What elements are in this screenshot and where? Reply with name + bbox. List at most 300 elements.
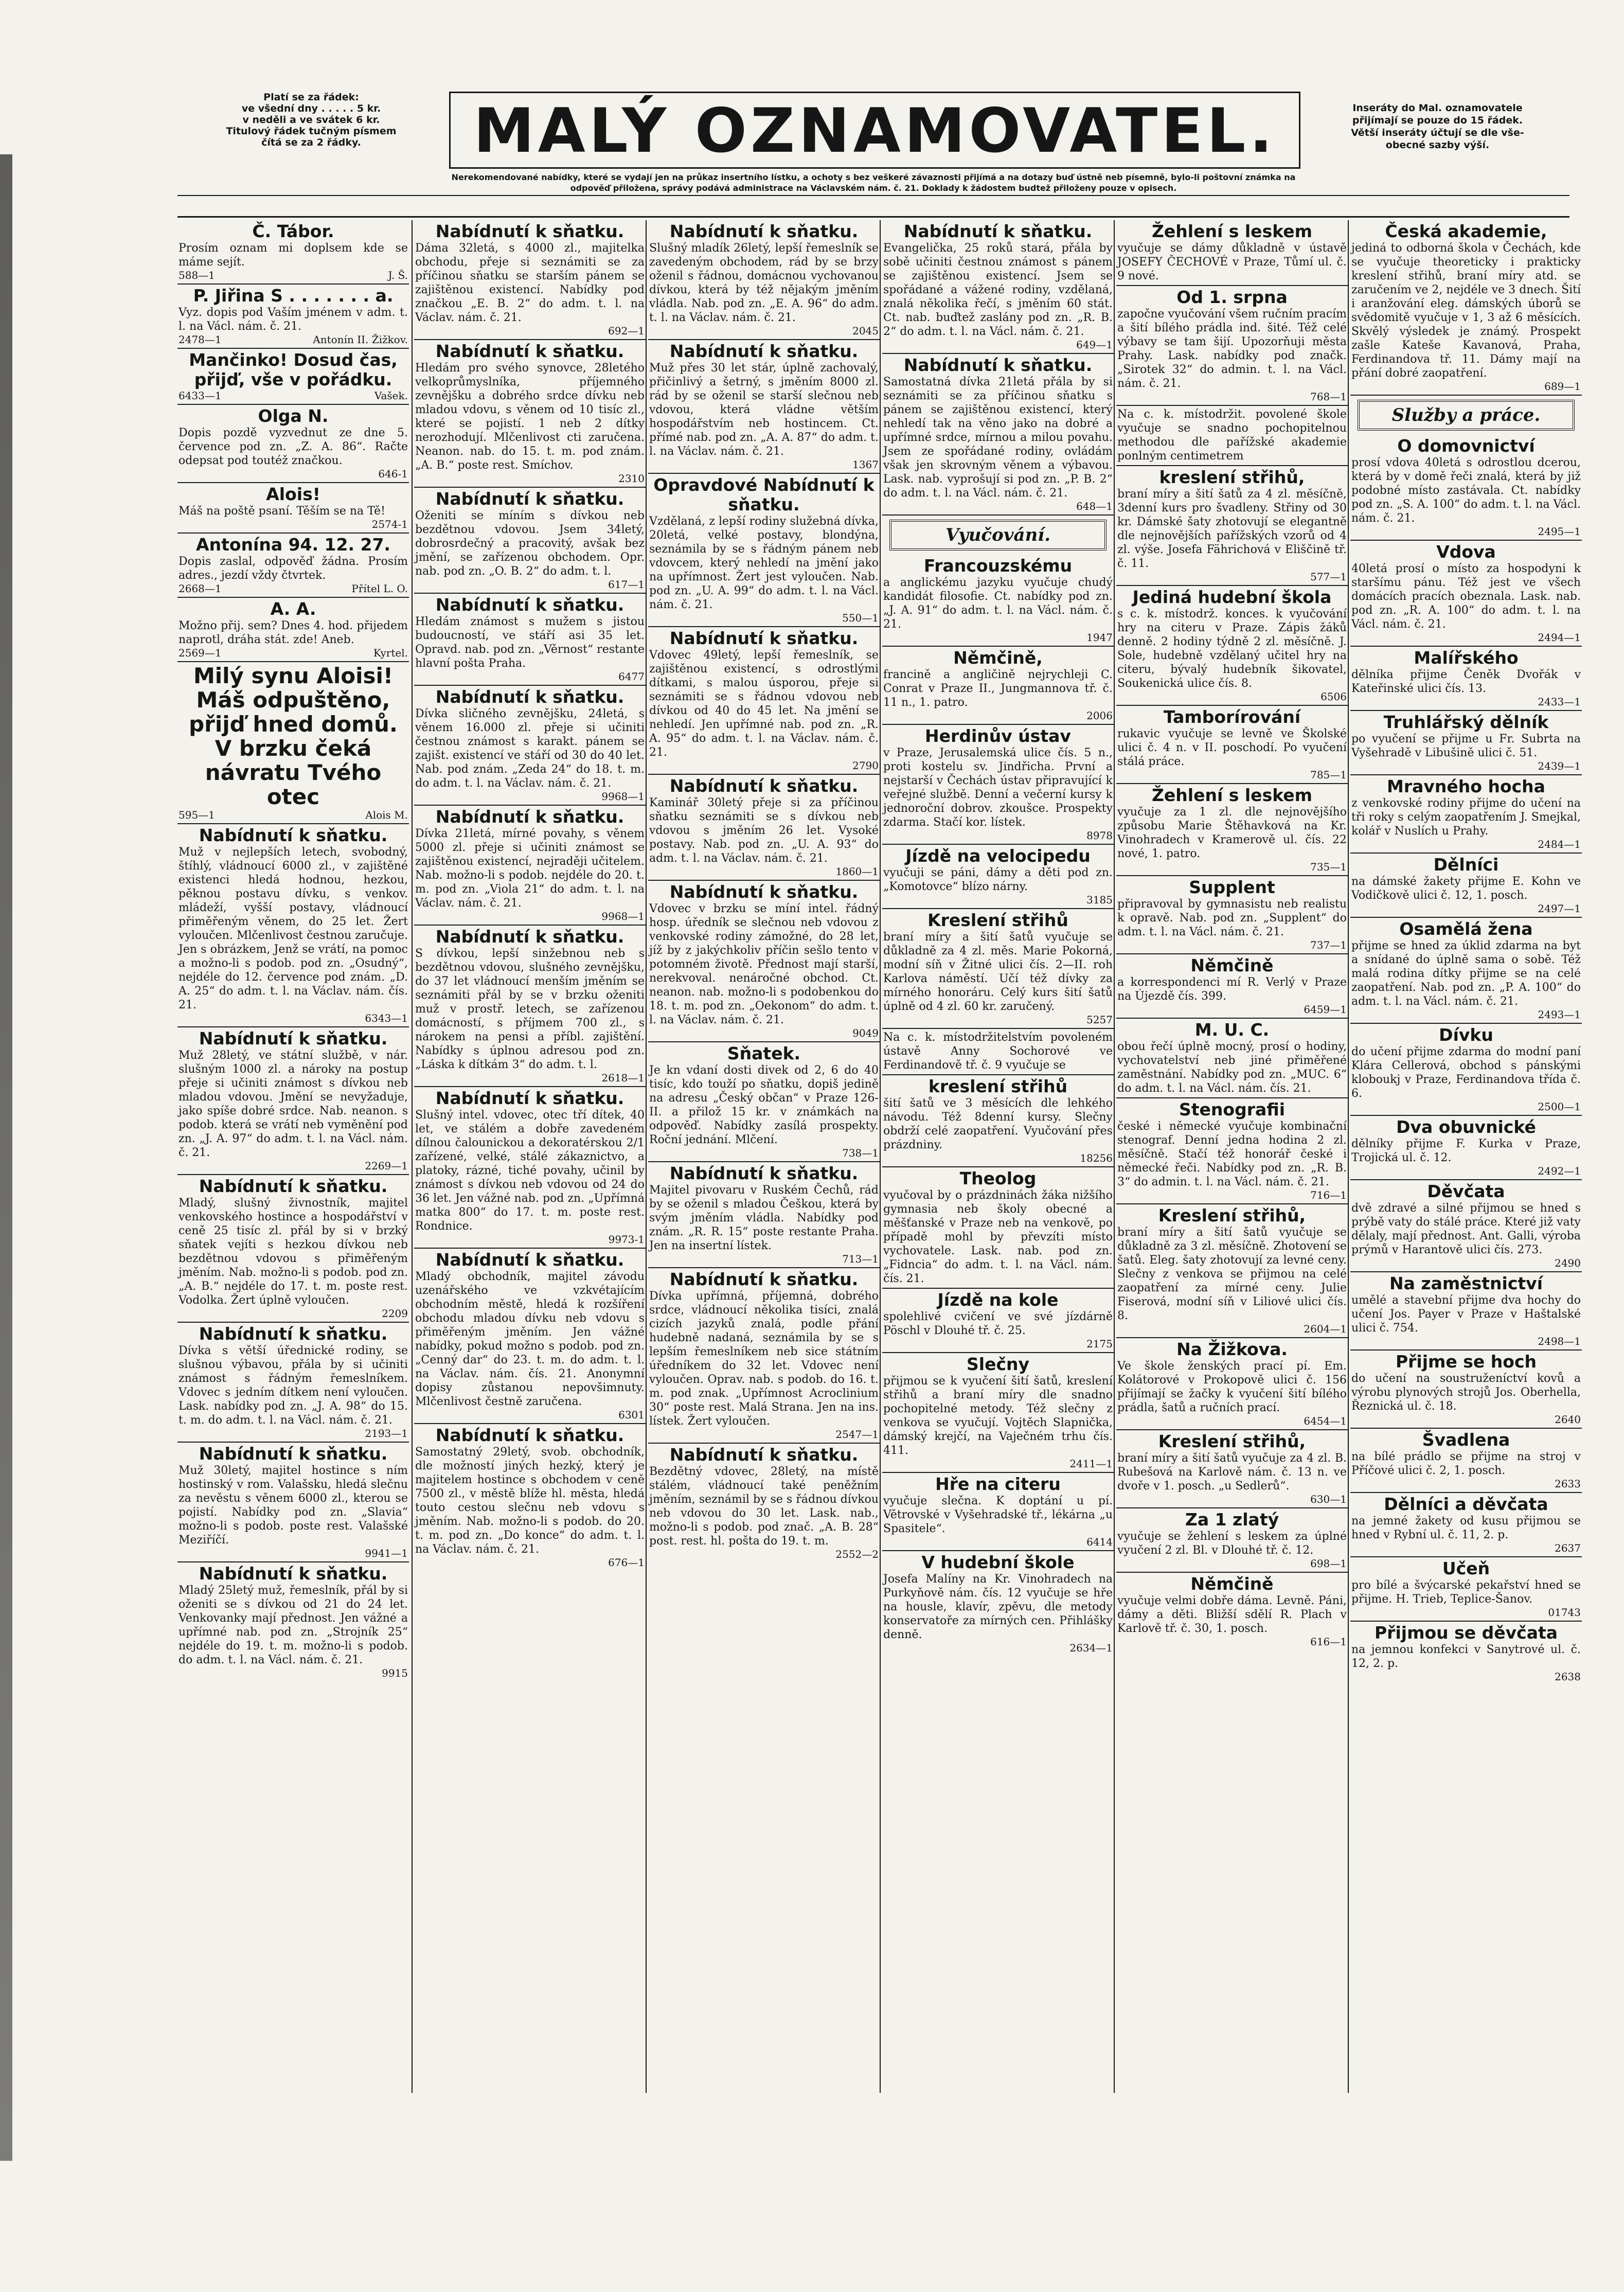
ad-text: šití šatů ve 3 měsících dle lehkého návodu. Též 8denní kursy. Slečny obdrží celé zaopatření. Vyučování přes prázdniny. <box>883 1097 1113 1151</box>
classified-ad <box>414 340 646 488</box>
ad-signature: 2209 <box>382 1307 408 1320</box>
ad-heading: Jediná hudební škola <box>1132 587 1332 607</box>
ad-signature: 2495—1 <box>1538 525 1581 538</box>
ad-heading: Jízdě na velocipedu <box>905 846 1091 866</box>
ad-meta <box>1351 1257 1581 1269</box>
classified-ad <box>177 405 409 483</box>
classified-ad <box>882 1075 1114 1167</box>
ad-text: Je kn vdaní dosti divek od 2, 6 do 40 tisíc, kdo touží po sňatku, dopiš jedině na adresu „Český občan“ v Praze 126-II. a přilož 15 kr. v známkách na odpověď. Nabídky zasílá prospekty. Roční jednání. Mlčení. <box>649 1064 879 1146</box>
ad-signature: 646-1 <box>378 468 408 480</box>
ad-text: obou řečí úplně mocný, prosí o hodiny, vychovatelství neb jiné přiměřené zaměstnání. Nabídky pod zn. „MUC. 6“ do adm. t. l. na Václ. nám. čís. 21. <box>1117 1040 1347 1095</box>
masthead-rules-box <box>1306 102 1569 151</box>
ad-heading: Nabídnutí k sňatku. <box>669 341 859 361</box>
ad-text: Vdovec v brzku se míní intel. řádný hosp. úředník se slečnou neb vdovou z venkovské rodiny zámožné, do 28 let, jíž by z jakýchkoliv příčin sešlo tento v potomném životě. Přednost mají starší, nerekvoval. nenáročné obchod. Ct. neanon. nab. možno-li s podobenkou do 18. t. m. pod zn. „Oekonom“ do adm. t. l. na Václav. nám. č. 21. <box>649 902 879 1026</box>
ad-signature: 6343—1 <box>365 1012 408 1024</box>
ad-meta <box>649 1548 879 1560</box>
ad-meta <box>1351 1008 1581 1021</box>
ad-signature: 716—1 <box>1310 1189 1347 1201</box>
ad-meta <box>883 1338 1113 1350</box>
classified-ad <box>1350 220 1582 396</box>
classified-ad <box>1350 854 1582 918</box>
ad-heading: Za 1 zlatý <box>1185 1509 1279 1530</box>
ad-signature: 2175 <box>1086 1338 1113 1350</box>
ad-meta <box>883 1642 1113 1654</box>
masthead-title-box <box>449 92 1300 169</box>
ad-meta <box>179 389 408 402</box>
ad-heading: Supplent <box>1189 877 1275 897</box>
ad-meta <box>883 339 1113 351</box>
ad-text: přijme se hned za úklid zdarma na byt a snídané do úplně sama o sobě. Též malá rodina dítky přijme se na celé zaopatření. Nab. pod zn. „P. A. 100“ do adm. t. l. na Václ. nám. č. 21. <box>1351 939 1581 1008</box>
ad-meta <box>649 865 879 878</box>
ad-signature: 2547—1 <box>835 1428 879 1441</box>
masthead-notice <box>177 172 1569 196</box>
ad-heading: Přijmou se děvčata <box>1374 1623 1558 1643</box>
ad-heading: Osamělá žena <box>1399 919 1533 939</box>
ad-signature: 01743 <box>1548 1606 1581 1619</box>
ad-text: Muž 28letý, ve státní službě, v nár. slušným 1000 zl. a nároky na postup přeje si učiniti známost s dívkou neb mladou vdovou. Jmění se nevyžaduje, jako spíše dobré srdce. Nab. neanon. s podob. která se vrátí neb vyměnění pod zn. „J. A. 97“ do adm. t. l. na Václ. nám. č. 21. <box>179 1049 408 1159</box>
ad-text: braní míry a šití šatů vyučuje za 4 zl. B. Rubešová na Karlově nám. č. 13 n. ve dvoře v 1. posch. „u Sedlerů“. <box>1117 1452 1347 1493</box>
rules-line: Inseráty do Mal. oznamovatele <box>1352 102 1523 114</box>
ad-text: Dívka s větší úřednické rodiny, se slušnou výbavou, přála by si učiniti známost s řádným řemeslníkem. Vdovec s jedním dítkem není vyloučen. Lask. nabídky pod zn. „J. A. 98“ do 15. t. m. do adm. t. l. na Václ. nám. č. 21. <box>179 1344 408 1427</box>
ad-heading: Nabídnutí k sňatku. <box>669 1269 859 1289</box>
ad-signature: Vašek. <box>374 389 408 402</box>
classified-ad <box>414 1424 646 1571</box>
rules-line: Větší inseráty účtují se dle vše- <box>1351 127 1524 138</box>
ad-text: Vzdělaná, z lepší rodiny služebná dívka, 20letá, velké postavy, blondýna, seznámila by se s řádným pánem neb vdovcem, který nehledí na jmění jako na upřímnost. Žert jest vyloučen. Nab. pod zn. „U. A. 99“ do adm. t. l. na Václ. nám. č. 21. <box>649 515 879 611</box>
ad-number: 2478—1 <box>179 333 222 346</box>
ad-meta <box>649 1428 879 1441</box>
ad-text: francině a angličině nejrychleji C. Conrat v Praze II., Jungmannova tř. č. 11 n., 1. patro. <box>883 668 1113 709</box>
ad-signature: 6301 <box>618 1409 645 1421</box>
ad-signature: Kyrtel. <box>373 647 408 659</box>
ad-signature: 577—1 <box>1310 571 1347 583</box>
ad-text: dělníky přijme F. Kurka v Praze, Trojická ul. č. 12. <box>1351 1138 1581 1164</box>
ad-meta <box>1117 1557 1347 1570</box>
ad-text: Majitel pivovaru v Ruském Čechů, rád by se oženil s mladou Češkou, která by svým jměním vládla. Nabídky pod znám. „R. R. 15“ poste restante Praha. Jen na insertní lístek. <box>649 1184 879 1252</box>
classified-ad <box>177 1175 409 1323</box>
classified-ad <box>177 1443 409 1562</box>
ad-signature: 2574-1 <box>371 518 408 530</box>
ad-text: Ve škole ženských prací pí. Em. Kolátorové v Prokopově ulici č. 156 přijímají se žačky k vyučení šití bílého prádla, šatů a ručních prací. <box>1117 1360 1347 1414</box>
ad-heading: Theolog <box>959 1168 1037 1188</box>
ad-heading: kreslení střihů, <box>1159 467 1305 487</box>
classified-ad <box>1350 435 1582 541</box>
ad-text: Muž 30letý, majitel hostince s ním hostinský v rom. Valašsku, hledá slečnu za nevěstu s věnem 6000 zl., kterou se pojistí. Nabídky pod zn. „Slavia“ možno-li s podob. poste rest. Valašské Meziříčí. <box>179 1464 408 1547</box>
ad-heading: Nabídnutí k sňatku. <box>435 489 624 509</box>
classified-ad <box>1116 586 1348 706</box>
ad-meta <box>1351 631 1581 644</box>
ad-signature: 6454—1 <box>1304 1415 1347 1427</box>
ad-text: prosí vdova 40letá s odrostlou dcerou, která by v domě řeči znalá, která by již podobné místo zastávala. Ct. nabídky pod zn. „S. A. 100“ do adm. t. l. na Václ. nám. č. 21. <box>1351 456 1581 525</box>
ad-signature: 2490 <box>1555 1257 1581 1269</box>
ad-heading: Nabídnutí k sňatku. <box>669 1163 859 1183</box>
ad-signature: 2439—1 <box>1538 760 1581 772</box>
ad-text: Prosím oznam mi doplsem kde se máme sejít. <box>179 242 408 269</box>
ad-meta <box>1117 769 1347 781</box>
ad-heading: Na zaměstnictví <box>1389 1273 1543 1293</box>
ad-signature: Antonín II. Žižkov. <box>313 333 408 346</box>
ad-signature: 2492—1 <box>1538 1165 1581 1177</box>
ad-text: Možno přij. sem? Dnes 4. hod. přijedem naprotl, dráha stát. zde! Aneb. <box>179 619 408 646</box>
ad-meta <box>1351 525 1581 538</box>
ad-text: vyučuje se žehlení s leskem za úplné vyučení 2 zl. Bl. v Dlouhé tř. č. 12. <box>1117 1530 1347 1557</box>
column-5 <box>1116 220 1348 2093</box>
ad-signature: 2604—1 <box>1304 1323 1347 1335</box>
ad-heading: A. A. <box>270 599 316 619</box>
ad-text: na dámské žakety přijme E. Kohn ve Vodičkově ulici č. 12, 1. posch. <box>1351 875 1581 902</box>
classified-ad <box>882 1551 1114 1656</box>
ad-signature: 9941—1 <box>365 1547 408 1559</box>
column-6 <box>1350 220 1582 2093</box>
ad-text: Josefa Malíny na Kr. Vinohradech na Purkyňově nám. čís. 12 vyučuje se hře na housle, klavír, zpěvu, dle metody konservatoře za mírných cen. Přihlášky denně. <box>883 1573 1113 1641</box>
ad-signature: 6506 <box>1320 690 1347 703</box>
ad-text: umělé a stavební přijme dva hochy do učení Jos. Payer v Praze v Haštalské ulici č. 754. <box>1351 1294 1581 1335</box>
column-divider <box>1114 220 1115 2093</box>
ad-meta <box>1351 1542 1581 1554</box>
ad-number: 2668—1 <box>179 582 222 595</box>
classified-ad <box>1350 1493 1582 1557</box>
ad-meta <box>415 472 645 485</box>
ad-signature: 9968—1 <box>601 790 645 803</box>
classified-ad <box>648 1162 880 1268</box>
classified-ad <box>414 1087 646 1249</box>
ad-heading: Dělníci a děvčata <box>1384 1494 1548 1514</box>
ad-meta <box>1351 1100 1581 1113</box>
ad-text: Samostatný 29letý, svob. obchodník, dle možností jiných hezký, který je majitelem hostince s obchodem v ceně 7500 zl., v městě blíže hl. města, hledá touto cestou slečnu neb vdovu s jměním. Nab. možno-li s podob. do 20. t. m. pod zn. „Do konce“ do adm. t. l. na Václav. nám. č. 21. <box>415 1446 645 1556</box>
ad-text: vyučuje velmi dobře dáma. Levně. Páni, dámy a děti. Bližší sdělí R. Plach v Karlově tř. č. 30, 1. posch. <box>1117 1594 1347 1635</box>
ad-text: Mladý 25letý muž, řemeslník, přál by si oženiti se s dívkou od 21 do 24 let. Venkovanky mají přednost. Jen vážné a upřímné nab. pod zn. „Strojník 25“ nejdéle do 19. t. m. možno-li s podob. do adm. t. l. na Václ. nám. č. 21. <box>179 1584 408 1666</box>
ad-heading: Antonína 94. 12. 27. <box>196 535 390 555</box>
ad-heading: Nabídnutí k sňatku. <box>199 1444 388 1464</box>
ad-heading: kreslení střihů <box>928 1076 1068 1096</box>
ad-text: braní míry a šití šatů vyučuje se důkladně za 3 zl. měsíčně. Zhotovení se šatů. Eleg. šaty zhotovují za levné ceny. Slečny z venkova se přijmou na celé zaopatření za mírné ceny. Julie Fiserová, modní síň v Liliové ulici čís. 8. <box>1117 1226 1347 1322</box>
ad-heading: Nabídnutí k sňatku. <box>435 687 624 707</box>
ad-meta <box>1117 1415 1347 1427</box>
ad-heading: Švadlena <box>1422 1430 1510 1450</box>
classified-ad <box>1350 541 1582 647</box>
ad-meta <box>179 269 408 281</box>
ad-heading: Jízdě na kole <box>937 1290 1059 1310</box>
ad-text: a anglickému jazyku vyučuje chudý kandidát filosofie. Ct. nabídky pod zn. „J. A. 91“ do adm. t. l. na Václ. nám. č. 21. <box>883 576 1113 631</box>
ad-meta <box>1117 1323 1347 1335</box>
classified-ad <box>1116 1019 1348 1098</box>
classified-ad <box>648 881 880 1042</box>
ad-heading: Nabídnutí k sňatku. <box>435 1088 624 1108</box>
classified-ad <box>177 598 409 662</box>
ad-meta <box>883 709 1113 722</box>
pricing-line: čítá se za 2 řádky. <box>261 137 361 148</box>
ad-text: braní míry a šití šatů vyučuje se důkladně za 4 zl. měs. Marie Pokorná, modní síň v Žitné ulici čís. 2—II. roh Karlova náměstí. Učí též dívky za mírného honoráru. Celý kurs šití šatů úplně od 4 zl. 60 kr. zaručený. <box>883 931 1113 1013</box>
ad-heading: Dva obuvnické <box>1396 1117 1536 1137</box>
ad-meta <box>179 1427 408 1440</box>
classified-ad <box>177 1027 409 1175</box>
masthead <box>177 92 1569 169</box>
ad-signature: 2790 <box>852 759 879 772</box>
ad-meta <box>649 1147 879 1159</box>
ad-meta <box>1117 861 1347 873</box>
ad-heading: Francouzskému <box>923 556 1073 576</box>
classified-ad <box>882 1167 1114 1289</box>
ad-heading: Nabídnutí k sňatku. <box>435 1250 624 1270</box>
ad-meta <box>179 582 408 595</box>
ad-heading: Nabídnutí k sňatku. <box>199 1324 388 1344</box>
ad-heading: Sňatek. <box>727 1043 801 1063</box>
ad-heading: Tamborírování <box>1163 707 1301 727</box>
classified-ad <box>414 686 646 806</box>
pricing-line: ve všední dny . . . . . 5 kr. <box>241 103 381 114</box>
masthead-pricing-box <box>177 92 445 169</box>
ad-meta <box>649 612 879 624</box>
ad-heading: Alois! <box>266 484 320 504</box>
ad-text: jediná to odborná škola v Čechách, kde se vyučuje theoreticky i prakticky kreslení střihů, braní míry atd. se zaručením ve 2, nejdéle ve 3 dnech. Šití i aranžování eleg. dámských úborů se svědomitě vyučuje v 1, 3 až 6 měsících. Skvělý výsledek je známý. Prospekt zašle Kateše Kavanová, Praha, Ferdinandova tř. 11. Dámy mají na přání dobré zaopatření. <box>1351 242 1581 380</box>
ad-heading: Česká akademie, <box>1385 221 1547 241</box>
ad-signature: Alois M. <box>365 809 408 821</box>
ad-text: Slušný intel. vdovec, otec tří dítek, 40 let, ve stálém a dobře zavedeném dílnou čalounickou a dekoratérskou 2/1 zařízené, velké, stálé zákaznictvo, a platoky, rázné, tiché povahy, učinil by známost s dívkou neb vdovou od 24 do 36 let. Jen vážné nab. pod zn. „Upřímná matka 800“ do 17. t. m. poste rest. Rondnice. <box>415 1109 645 1233</box>
ad-signature: 9968—1 <box>601 910 645 922</box>
ad-heading: Milý synu Aloisi! Máš odpuštěno, přijď hned domů. V brzku čeká návratu Tvého otec <box>189 663 398 809</box>
ad-heading: Žehlení s leskem <box>1151 785 1313 805</box>
ad-meta <box>649 759 879 772</box>
classified-ad <box>1350 1116 1582 1180</box>
classified-ad <box>1350 775 1582 854</box>
ad-text: Evangelička, 25 roků stará, přála by sobě učiniti čestnou známost s pánem se zajištěnou existencí. Jsem se spořádané a vážené rodiny, vzdělaná, znalá několika řečí, s jměním 60 stát. Ct. nab. buďtež zaslány pod zn. „R. B. 2“ do adm. t. l. na Václ. nám. č. 21. <box>883 242 1113 338</box>
classified-ad <box>648 474 880 627</box>
ad-meta <box>415 578 645 591</box>
ad-text: Vdovec 49letý, lepší řemeslník, se zajištěnou existencí, s odrostlými dítkami, s malou úsporou, přeje si seznámiti se s řádnou vdovou neb dívkou od 40 do 45 let. Na jmění se nehledí. Jen upřímné nab. pod zn. „R. A. 95“ do adm. t. l. na Václav. nám. č. 21. <box>649 649 879 759</box>
ad-heading: Nabídnutí k sňatku. <box>903 355 1093 375</box>
ad-text: Muž přes 30 let stár, úplně zachovalý, přičinlivý a šetrný, s jměním 8000 zl. rád by se oženil se starší slečnou neb vdovou, která vládne větším hospodářstvím neb hostincem. Ct. přímé nab. pod zn. „A. A. 87“ do adm. t. l. na Václav. nám. č. 21. <box>649 362 879 458</box>
ad-text: Dopis zaslal, odpověď žádna. Prosím adres., jezdí vždy čtvrtek. <box>179 555 408 582</box>
ad-text: Máš na poště psaní. Těším se na Tě! <box>179 505 385 518</box>
classified-ad <box>882 647 1114 725</box>
classified-ad <box>1116 706 1348 784</box>
classified-ad <box>1116 784 1348 876</box>
column-divider <box>412 220 413 2093</box>
ad-meta <box>1351 696 1581 708</box>
ad-heading: Herdinův ústav <box>925 726 1071 746</box>
ad-signature: 2006 <box>1086 709 1113 722</box>
ad-text: s c. k. místodrž. konces. k vyučování hry na citeru v Praze. Zápis žáků denně. 2 hodiny týdně 2 zl. měsíčně. J. Sole, hudebně vzdělaný učitel hry na citeru, bývalý hudebník šikovatel, Soukenická ulice čís. 8. <box>1117 608 1347 690</box>
classified-ad <box>177 1323 409 1443</box>
ad-text: na bílé prádlo se přijme na stroj v Příčové ulici č. 2, 1. posch. <box>1351 1450 1581 1477</box>
classified-ad <box>1116 1098 1348 1204</box>
ad-heading: Nabídnutí k sňatku. <box>669 776 859 796</box>
ad-meta <box>415 1072 645 1084</box>
ad-signature: 692—1 <box>608 325 645 337</box>
ad-text: do učení přijme zdarma do modní paní Klára Cellerová, obchod s pánskými kloboukj v Praze, Ferdinandova třída č. 6. <box>1351 1045 1581 1100</box>
ad-signature: 2634—1 <box>1069 1642 1113 1654</box>
classified-ad <box>882 1473 1114 1551</box>
ad-meta <box>179 647 408 659</box>
column-divider <box>880 220 881 2093</box>
ad-signature: 738—1 <box>842 1147 879 1159</box>
ad-text: na jemné žakety od kusu přijmou se hned v Rybní ul. č. 11, 2. p. <box>1351 1515 1581 1541</box>
classified-ad <box>648 627 880 775</box>
ad-signature: 1860—1 <box>835 865 879 878</box>
ad-meta <box>1117 1003 1347 1016</box>
ad-meta <box>179 809 408 821</box>
ad-signature: 648—1 <box>1076 500 1113 512</box>
ad-meta <box>1351 1165 1581 1177</box>
ad-heading: Nabídnutí k sňatku. <box>199 825 388 845</box>
ad-text: připravoval by gymnasistu neb realistu k opravě. Nab. pod zn. „Supplent“ do adm. t. l. na Václ. nám. č. 21. <box>1117 898 1347 938</box>
ad-meta <box>883 631 1113 644</box>
ad-heading: Stenografii <box>1179 1099 1286 1120</box>
notice-line: Nerekomendované nabídky, které se vydají jen na průkaz insertního lístku, a ochoty s bez veškeré závaznosti přijímá a na dotazy buď ústně neb písemně, bylo-li poštovní známka na <box>451 172 1296 182</box>
ad-meta <box>179 1667 408 1679</box>
classified-ad <box>414 594 646 686</box>
column-3 <box>648 220 880 2093</box>
ad-signature: 2269—1 <box>365 1160 408 1172</box>
ad-heading: Nabídnutí k sňatku. <box>435 595 624 615</box>
ad-meta <box>415 670 645 683</box>
classified-ad <box>1350 1272 1582 1351</box>
ad-heading: Mravného hocha <box>1387 776 1545 796</box>
ad-heading: Dělníci <box>1433 855 1499 875</box>
ad-meta <box>883 1536 1113 1548</box>
pricing-line: Platí se za řádek: <box>263 92 359 103</box>
ad-heading: Nabídnutí k sňatku. <box>435 1425 624 1445</box>
ad-signature: 698—1 <box>1310 1557 1347 1570</box>
ad-text: na jemnou konfekci v Sanytrové ul. č. 12, 2. p. <box>1351 1643 1581 1670</box>
classified-ad <box>648 1042 880 1162</box>
classified-ad <box>414 926 646 1087</box>
classified-ad <box>882 354 1114 516</box>
ad-signature: 1947 <box>1086 631 1113 644</box>
rules-line: obecné sazby výší. <box>1385 139 1490 151</box>
ad-meta <box>1351 760 1581 772</box>
ad-meta <box>1351 380 1581 393</box>
ad-signature: 9915 <box>382 1667 408 1679</box>
ad-text: braní míry a šití šatů za 4 zl. měsíčně, 3denní kurs pro švadleny. Střiny od 30 kr. Dámské šaty zhotovují se elegantně dle nejnovějších pařížských vzorů od 4 zl. výše. Josefa Fährichová v Eliščině tř. č. 11. <box>1117 488 1347 570</box>
ad-meta <box>883 829 1113 842</box>
classified-ad <box>1116 876 1348 954</box>
classified-ad <box>1116 1508 1348 1573</box>
classified-ad <box>177 285 409 349</box>
classified-ad <box>1116 954 1348 1019</box>
ad-text: po vyučení se přijme u Fr. Subrta na Vyšehradě v Libušině ulici č. 51. <box>1351 733 1581 759</box>
ad-heading: Kreslení střihů, <box>1158 1205 1306 1225</box>
classified-ad <box>177 824 409 1027</box>
classified-ad <box>882 220 1114 354</box>
ad-heading: Nabídnutí k sňatku. <box>435 807 624 827</box>
classified-ad <box>177 349 409 405</box>
ad-signature: 2500—1 <box>1538 1100 1581 1113</box>
ad-meta <box>1117 690 1347 703</box>
ad-text: Dáma 32letá, s 4000 zl., majitelka obchodu, přeje si seznámiti se za příčinou sňatku se starším pánem se zajištěnou existencí. Nabídky pod značkou „E. B. 2“ do adm. t. l. na Václav. nám. č. 21. <box>415 242 645 324</box>
ad-text: české i německé vyučuje kombinační stenograf. Denní jedna hodina 2 zl. měsíčně. Stačí též honorář české i německé řeči. Nabídky pod zn. „R. B. 3“ do admin. t. l. na Václ. nám. č. 21. <box>1117 1120 1347 1188</box>
ad-meta <box>179 1307 408 1320</box>
ad-text: spolehlivé cvičení ve své jízdárně Pöschl v Dlouhé tř. č. 25. <box>883 1310 1113 1337</box>
ad-text: započne vyučování všem ručním pracím a šití bílého prádla ind. šité. Též celé výbavy se tam šijí. Upozorňuji města Prahy. Lask. nabídky pod značk. „Sirotek 32“ do admin. t. l. na Václ. nám. č. 21. <box>1117 308 1347 390</box>
ad-signature: 2618—1 <box>601 1072 645 1084</box>
ad-heading: Nabídnutí k sňatku. <box>669 882 859 902</box>
classified-ad <box>882 1289 1114 1353</box>
ad-heading: Opravdové Nabídnutí k sňatku. <box>653 475 875 514</box>
ad-heading: Děvčata <box>1427 1181 1505 1201</box>
ad-meta <box>1117 939 1347 951</box>
ad-meta <box>1117 1189 1347 1201</box>
ad-signature: 9049 <box>852 1027 879 1039</box>
ad-signature: 18256 <box>1080 1152 1113 1164</box>
ad-heading: Přijme se hoch <box>1395 1352 1537 1372</box>
ad-signature: 2497—1 <box>1538 902 1581 915</box>
ad-text: přijmou se k vyučení šití šatů, kreslení střihů a braní míry dle snadno pochopitelné metody. Též slečny z venkova se vyučují. Vojtěch Slapnička, dámský krejčí, na Vaječném trhu čís. 411. <box>883 1375 1113 1457</box>
ad-heading: Mančinko! Dosud čas, přijď, vše v pořádku. <box>189 350 398 389</box>
ad-meta <box>883 1152 1113 1164</box>
classified-ad <box>1116 1338 1348 1430</box>
classified-ad <box>1350 647 1582 711</box>
classified-ad <box>882 845 1114 909</box>
ad-text: dvě zdravé a silné přijmou se hned s prýbě vaty do stálé práce. Které již vaty dělaly, mají přednost. Ant. Galli, výroba prýmů v Harantově ulici čís. 273. <box>1351 1202 1581 1256</box>
ad-meta <box>179 518 408 530</box>
ad-signature: 2484—1 <box>1538 838 1581 850</box>
ad-meta <box>1351 1671 1581 1683</box>
ad-text: Na c. k. místodržit. povolené škole vyučuje se snadno pochopitelnou methodou dle pařížské akademie ponlným centimetrem <box>1117 408 1347 463</box>
ad-heading: Malířského <box>1414 648 1519 668</box>
ad-signature: 617—1 <box>608 578 645 591</box>
ad-signature: 2411—1 <box>1069 1458 1113 1470</box>
ad-heading: Dívku <box>1439 1025 1493 1045</box>
ad-text: a korrespondenci mí R. Verlý v Praze na Újezdě čís. 399. <box>1117 976 1347 1003</box>
ad-text: Muž v nejlepších letech, svobodný, štíhlý, vládnoucí 6000 zl., v zajištěné existenci hledá hodnou, hezkou, pěknou postavu dívku, s venkov. mládeží, vyšší postavy, vládnoucí přiměřeným věnem, do 25 let. Žert vyloučen. Mlčenlivost čestnou zaručuje. Jen s obrázkem, Jenž se vrátí, na pomoc a možno-li s podob. pod zn. „Osudný“, nejdéle do 12. července pod znám. „D. A. 25“ do adm. t. l. na Václav. nám. čís. 21. <box>179 846 408 1011</box>
left-edge-binding-shadow <box>0 154 12 2161</box>
ad-signature: 785—1 <box>1310 769 1347 781</box>
ad-meta <box>1117 571 1347 583</box>
ad-heading: Hře na citeru <box>935 1474 1061 1494</box>
ad-text: Mladý obchodník, majitel závodu uzenářského ve vzkvétajícím obchodním městě, hledá k rozšíření obchodu mladou dívku neb vdovu s přiměřeným jměním. Jen vážné nabídky, pokud možno s podob. pod zn. „Cenný dar“ do 23. t. m. do adm. t. l. na Václav. nám. čís. 21. Anonymní dopisy zůstanou nepovšimnuty. Mlčenlivost čestně zaručena. <box>415 1270 645 1408</box>
ad-heading: Nabídnutí k sňatku. <box>669 628 859 648</box>
ad-heading: Nabídnutí k sňatku. <box>435 341 624 361</box>
classified-ad <box>1350 1557 1582 1622</box>
classified-ad <box>648 340 880 474</box>
ad-text: Bezdětný vdovec, 28letý, na místě stálém, vládnoucí také peněžním jměním, seznámil by se s řádnou dívkou neb vdovou do 30 let. Lask. nab., možno-li s podob. pod znač. „A. B. 28“ post. rest. hl. pošta do 19. t. m. <box>649 1465 879 1548</box>
classified-ad <box>882 909 1114 1029</box>
classified-ad <box>1350 711 1582 775</box>
ad-text: Slušný mladík 26letý, lepší řemeslník se zavedeným obchodem, rád by se brzy oženil s řádnou, domácnou vychovanou dívkou, která by též nějakým jměním vládla. Nab. pod zn. „E. A. 96“ do adm. t. l. na Václav. nám. č. 21. <box>649 242 879 324</box>
ad-heading: Nabídnutí k sňatku. <box>669 1445 859 1465</box>
ad-meta <box>1117 1636 1347 1648</box>
classified-ad <box>177 662 409 824</box>
ad-heading: Olga N. <box>258 406 329 426</box>
ad-meta <box>179 1547 408 1559</box>
ad-signature: 2637 <box>1555 1542 1581 1554</box>
ad-signature: 550—1 <box>842 612 879 624</box>
column-divider <box>1348 220 1349 2093</box>
ad-meta <box>1351 1413 1581 1426</box>
ad-signature: 2640 <box>1555 1413 1581 1426</box>
ad-text: Dívka 21letá, mírné povahy, s věnem 5000 zl. přeje si učiniti známost se zajištěnou existencí, nejraději učitelem. Nab. možno-li s podob. nejdéle do 20. t. m. pod zn. „Viola 21“ do adm. t. l. na Václav. nám. č. 21. <box>415 827 645 910</box>
ad-text: dělníka přijme Čeněk Dvořák v Kateřinské ulici čís. 13. <box>1351 668 1581 695</box>
classified-ad <box>882 1353 1114 1473</box>
ad-meta <box>179 1012 408 1024</box>
classified-ad <box>1116 1204 1348 1338</box>
ad-meta <box>1351 838 1581 850</box>
ad-number: 595—1 <box>179 809 215 821</box>
classified-ad <box>177 534 409 598</box>
ad-heading: Žehlení s leskem <box>1151 221 1313 241</box>
ad-signature: 6414 <box>1086 1536 1113 1548</box>
ad-meta <box>1351 902 1581 915</box>
ad-text: v Praze, Jerusalemská ulice čís. 5 n., proti kostelu sv. Jindřicha. První a nejstarší v Čechách ústav připravující k veřejné službě. Denní a večerní kursy k jednoroční dobrov. zkoušce. Prospekty zdarma. Stačí kor. lístek. <box>883 747 1113 829</box>
classified-ad <box>648 1268 880 1444</box>
ad-heading: Slečny <box>966 1354 1030 1374</box>
classified-ad <box>1116 286 1348 406</box>
classified-ad <box>882 555 1114 647</box>
classified-ad <box>648 220 880 340</box>
classified-ad <box>1116 220 1348 286</box>
ad-meta <box>649 1027 879 1039</box>
